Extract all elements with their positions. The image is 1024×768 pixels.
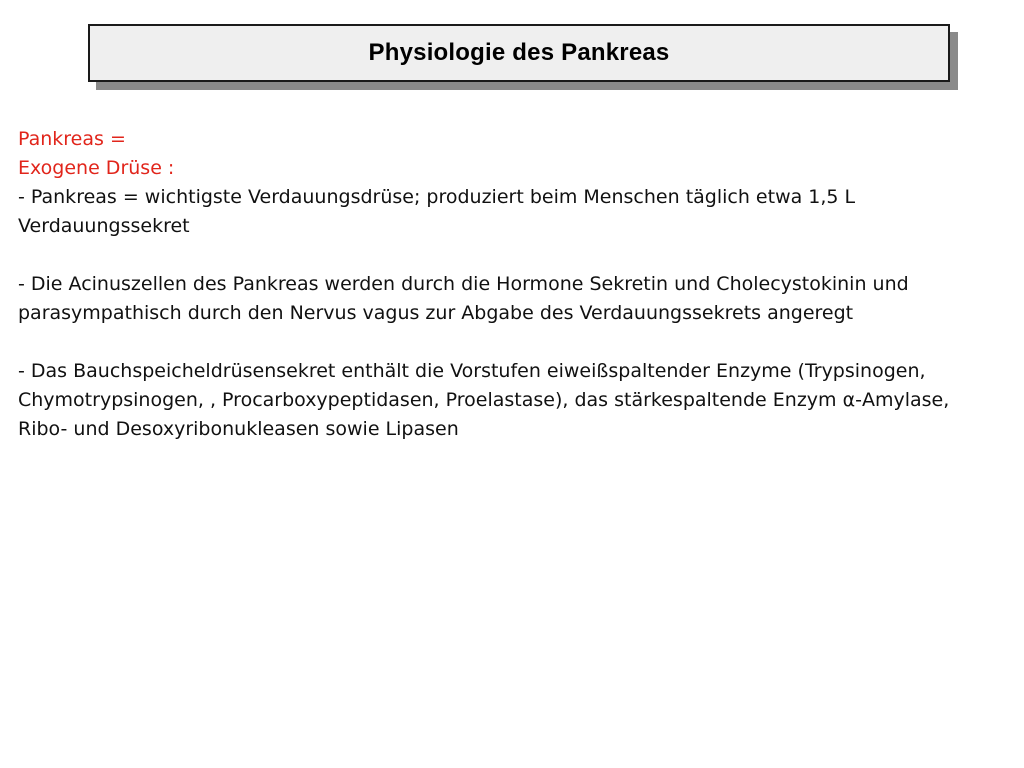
paragraph-3-line-1: - Das Bauchspeicheldrüsensekret enthält die Vorstufen eiweißspaltender Enzyme (Trypsinogen,	[18, 360, 926, 382]
slide-content	[18, 125, 1008, 444]
paragraph-1-line-2: Verdauungssekret	[18, 215, 190, 237]
slide-title-box	[88, 24, 950, 82]
heading-pankreas: Pankreas =	[18, 128, 126, 150]
heading-exogene-druese: Exogene Drüse :	[18, 157, 175, 179]
slide-title: Physiologie des Pankreas	[368, 39, 670, 66]
paragraph-2-line-1: - Die Acinuszellen des Pankreas werden durch die Hormone Sekretin und Cholecystokinin und	[18, 273, 909, 295]
paragraph-1-line-1: - Pankreas = wichtigste Verdauungsdrüse; produziert beim Menschen täglich etwa 1,5 L	[18, 186, 856, 208]
paragraph-spacer	[18, 328, 1008, 357]
paragraph-spacer	[18, 241, 1008, 270]
paragraph-2-line-2: parasympathisch durch den Nervus vagus zur Abgabe des Verdauungssekrets angeregt	[18, 302, 854, 324]
paragraph-3-line-3: Ribo- und Desoxyribonukleasen sowie Lipasen	[18, 418, 459, 440]
paragraph-3-line-2: Chymotrypsinogen, , Procarboxypeptidasen, Proelastase), das stärkespaltende Enzym α-Amylase,	[18, 389, 950, 411]
